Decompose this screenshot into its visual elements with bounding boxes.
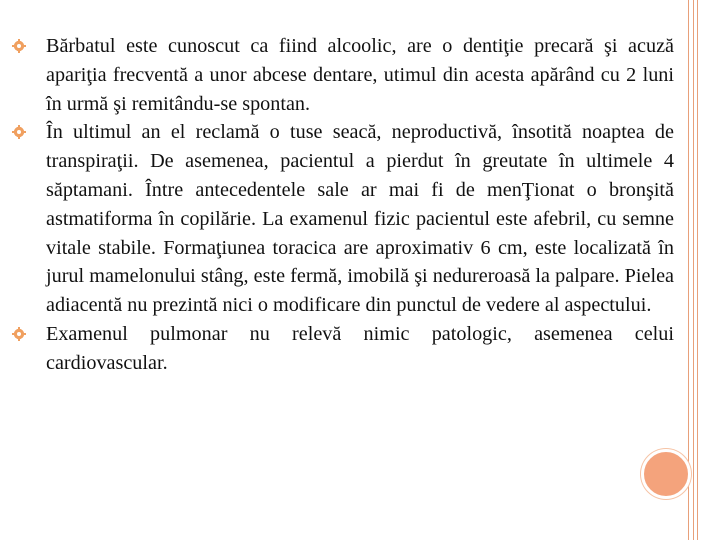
frame-line-right	[697, 0, 698, 540]
bullet-item-1	[12, 32, 674, 118]
frame-line-left	[688, 0, 689, 540]
gear-bullet-icon	[12, 125, 26, 139]
gear-bullet-icon	[12, 327, 26, 341]
circle-ornament	[641, 449, 691, 499]
bullet-list	[12, 32, 674, 378]
slide-content	[12, 32, 674, 378]
bullet-text-2: În ultimul an el reclamă o tuse seacă, neproductivă, însotită noaptea de transpiraţii. De asemenea, pacientul a pierdut în greutate în ultimele 4 săptamani. Între antecedentele sale ar mai fi de menŢionat o bronşită astmatiforma în copilărie. La examenul fizic pacientul este afebril, cu semne vitale stabile. Formaţiunea toracica are aproximativ 6 cm, este localizată în jurul mamelonului stâng, este fermă, imobilă şi nedureroasă la palpare. Pielea adiacentă nu prezintă nici o modificare din punctul de vedere al aspectului.	[46, 121, 674, 317]
bullet-text-1: Bărbatul este cunoscut ca fiind alcoolic, are o dentiţie precară şi acuză apariţia frecventă a unor abcese dentare, utimul din acesta apărând cu 2 luni în urmă şi remitându-se spontan.	[46, 35, 674, 115]
bullet-text-3: Examenul pulmonar nu relevă nimic patologic, asemenea celui cardiovascular.	[46, 322, 674, 374]
bullet-item-2	[12, 118, 674, 320]
frame-line-middle	[693, 0, 694, 540]
bullet-item-3	[12, 320, 674, 378]
gear-bullet-icon	[12, 39, 26, 53]
